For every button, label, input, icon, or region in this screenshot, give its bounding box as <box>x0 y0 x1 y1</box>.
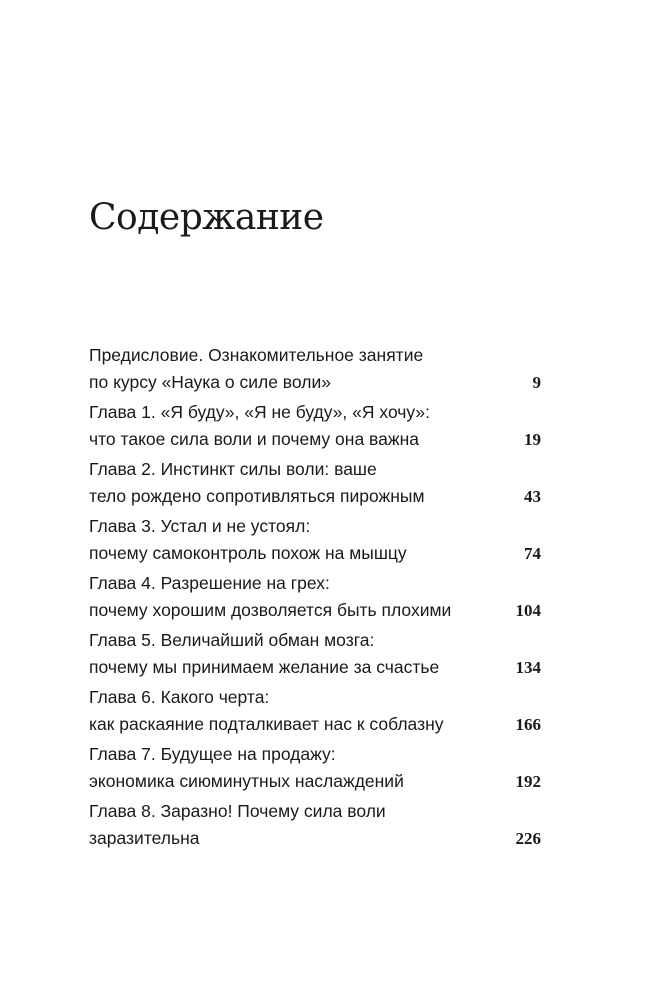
toc-entry-line: почему мы принимаем желание за счастье <box>89 657 440 677</box>
toc-entry-line: Глава 7. Будущее на продажу: <box>89 744 336 764</box>
toc-entry-chapter-1[interactable] <box>89 399 541 456</box>
toc-entry-line: Глава 3. Устал и не устоял: <box>89 516 311 536</box>
toc-entry-text <box>89 456 489 510</box>
toc-page-number: 192 <box>515 772 541 791</box>
toc-entry-chapter-2[interactable] <box>89 456 541 513</box>
toc-entry-text <box>89 741 489 795</box>
toc-entry-chapter-3[interactable] <box>89 513 541 570</box>
toc-page-number: 19 <box>524 430 541 449</box>
toc-entry-line: тело рождено сопротивляться пирожным <box>89 486 425 506</box>
toc-page-number: 104 <box>515 601 541 620</box>
toc-entry-text <box>89 798 489 852</box>
toc-entry-chapter-8[interactable] <box>89 798 541 855</box>
toc-entry-line: Глава 5. Величайший обман мозга: <box>89 630 375 650</box>
toc-entry-line: Глава 2. Инстинкт силы воли: ваше <box>89 459 377 479</box>
toc-entry-line: Глава 4. Разрешение на грех: <box>89 573 330 593</box>
toc-page-number: 226 <box>515 829 541 848</box>
toc-entry-line: почему хорошим дозволяется быть плохими <box>89 600 452 620</box>
toc-page-number: 74 <box>524 544 541 563</box>
toc-entry-line: почему самоконтроль похож на мышцу <box>89 543 407 563</box>
toc-entry-line: экономика сиюминутных наслаждений <box>89 771 404 791</box>
toc-entry-line: Предисловие. Ознакомительное занятие <box>89 345 424 365</box>
table-of-contents <box>89 342 541 855</box>
toc-page-number: 166 <box>515 715 541 734</box>
toc-entry-chapter-6[interactable] <box>89 684 541 741</box>
toc-entry-line: Глава 6. Какого черта: <box>89 687 270 707</box>
toc-entry-chapter-7[interactable] <box>89 741 541 798</box>
toc-entry-text <box>89 627 489 681</box>
toc-entry-line: что такое сила воли и почему она важна <box>89 429 419 449</box>
toc-entry-text <box>89 399 489 453</box>
toc-entry-line: Глава 8. Заразно! Почему сила воли <box>89 801 386 821</box>
toc-page-number: 9 <box>532 373 541 392</box>
toc-entry-chapter-5[interactable] <box>89 627 541 684</box>
toc-entry-text <box>89 513 489 567</box>
toc-page-number: 43 <box>524 487 541 506</box>
toc-entry-preface[interactable] <box>89 342 541 399</box>
toc-entry-text <box>89 342 489 396</box>
toc-entry-line: Глава 1. «Я буду», «Я не буду», «Я хочу»: <box>89 402 430 422</box>
toc-entry-text <box>89 570 489 624</box>
toc-entry-text <box>89 684 489 738</box>
toc-page-number: 134 <box>515 658 541 677</box>
page-title: Содержание <box>89 197 324 238</box>
toc-entry-chapter-4[interactable] <box>89 570 541 627</box>
toc-entry-line: как раскаяние подталкивает нас к соблазну <box>89 714 444 734</box>
toc-entry-line: по курсу «Наука о силе воли» <box>89 372 331 392</box>
toc-entry-line: заразительна <box>89 828 200 848</box>
